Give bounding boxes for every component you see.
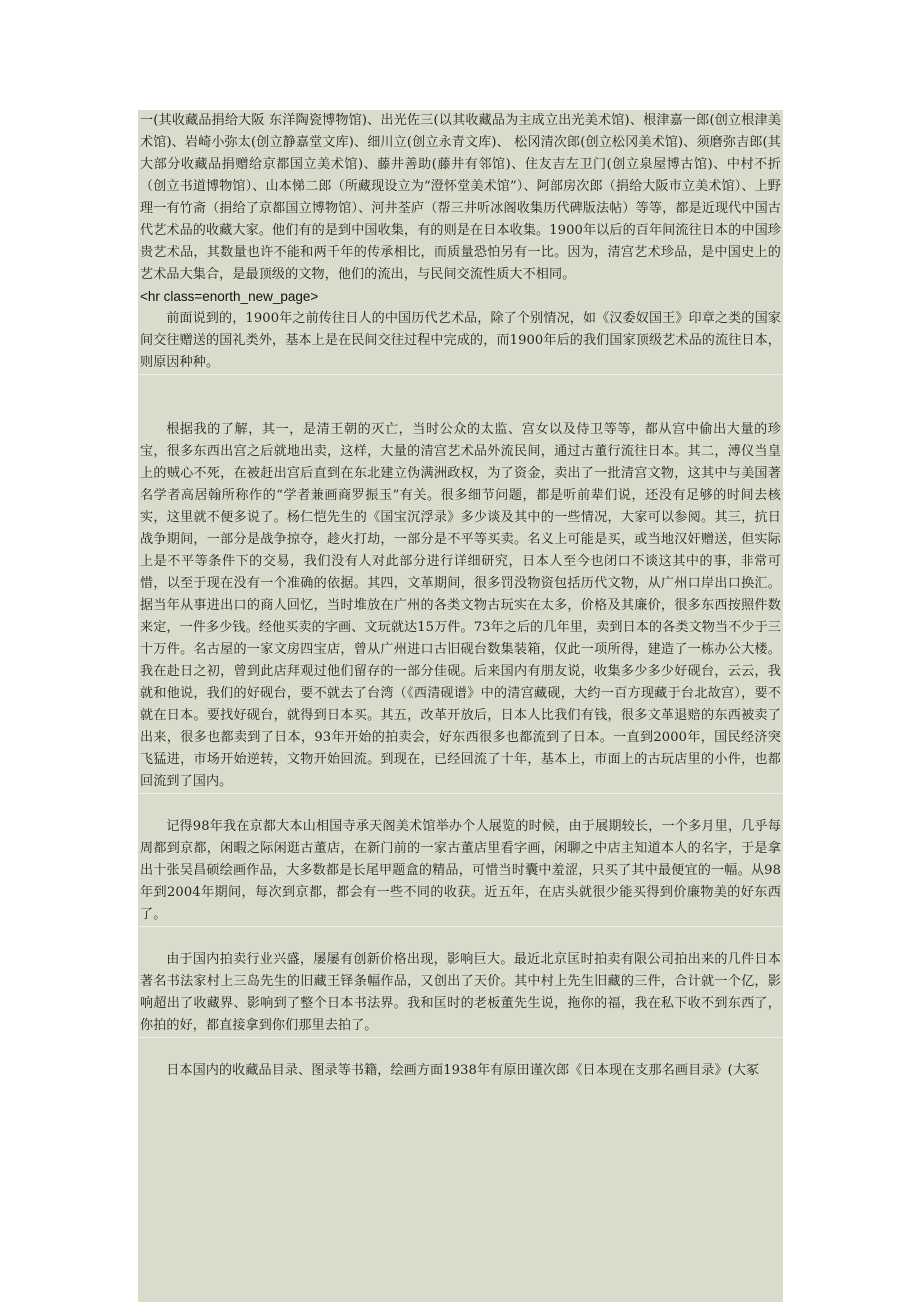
paragraph-auction: 由于国内拍卖行业兴盛，屡屡有创新价格出现，影响巨大。最近北京匡时拍卖有限公司拍出来的几件日本著名书法家村上三岛先生的旧藏王铎条幅作品，又创出了天价。其中村上先生旧藏的三件，合计就一个亿，影响超出了收藏界、影响到了整个日本书法界。我和匡时的老板董先生说，拖你的福，我在私下收不到东西了，你拍的好，都直接拿到你们那里去拍了。: [140, 952, 781, 1033]
paragraph-gap: [138, 793, 783, 816]
paragraph-gap: [138, 1037, 783, 1060]
paragraph-kyoto-memory: 记得98年我在京都大本山相国寺承天阁美术馆举办个人展览的时候，由于展期较长，一个多月里，几乎每周都到京都，闲暇之际闲逛古董店，在新门前的一家古董店里看字画，闲聊之中店主知道本人的名字，于是拿出十张吴昌硕绘画作品，大多数都是长尾甲题盒的精品，可惜当时囊中羞涩，只买了其中最便宜的一幅。从98年到2004年期间，每次到京都，都会有一些不同的收获。近五年，在店头就很少能买得到价廉物美的好东西了。: [140, 819, 781, 922]
document-page: [138, 110, 783, 1302]
paragraph-before-1900: 前面说到的，1900年之前传往日人的中国历代艺术品，除了个别情况，如《汉委奴国王》印章之类的国家间交往赠送的国礼类外，基本上是在民间交往过程中完成的，而1900年后的我们国家顶级艺术品的流往日本，则原因种种。: [140, 311, 781, 370]
paragraph-collectors: 一(其收藏品捐给大阪 东洋陶瓷博物馆)、出光佐三(以其收藏品为主成立出光美术馆)、根津嘉一郎(创立根津美术馆)、岩崎小弥太(创立静嘉堂文库)、细川立(创立永青文库)、 松冈清次郎(创立松冈美术馆)、须磨弥吉郎(其大部分收藏品捐赠给京都国立美术馆)、藤井善助(藤井有邻馆)、住友吉左卫门(创立泉屋博古馆)、中村不折（创立书道博物馆）、山本悌二郎（所藏现设立为“澄怀堂美术馆”）、阿部房次郎（捐给大阪市立美术馆）、上野理一有竹斋（捐给了京都国立博物馆）、河井荃庐（帮三井听冰阁收集历代碑版法帖）等等，都是近现代中国古代艺术品的收藏大家。他们有的是到中国收集，有的则是在日本收集。1900年以后的百年间流往日本的中国珍贵艺术品，其数量也许不能和两千年的传承相比，而质量恐怕另有一比。因为，清宫艺术珍品，是中国史上的艺术品大集合，是最顶级的文物，他们的流出，与民间交流性质大不相同。: [140, 113, 781, 282]
paragraph-catalogues: 日本国内的收藏品目录、图录等书籍，绘画方面1938年有原田谨次郎《日本现在支那名画目录》(大冢: [166, 1063, 760, 1078]
paragraph-reasons: 根据我的了解，其一，是清王朝的灭亡，当时公众的太监、宫女以及侍卫等等，都从宫中偷出大量的珍宝，很多东西出宫之后就地出卖，这样，大量的清宫艺术品外流民间，通过古董行流往日本。其二，溥仪当皇上的贼心不死，在被赶出宫后直到在东北建立伪满洲政权，为了资金，卖出了一批清宫文物，这其中与美国著名学者高居翰所称作的“学者兼画商罗振玉”有关。很多细节问题，都是听前辈们说，还没有足够的时间去核实，这里就不便多说了。杨仁恺先生的《国宝沉浮录》多少谈及其中的一些情况，大家可以参阅。其三，抗日战争期间，一部分是战争掠夺，趁火打劫，一部分是不平等买卖。名义上可能是买，或当地汉奸赠送，但实际上是不平等条件下的交易，我们没有人对此部分进行详细研究，日本人至今也闭口不谈这其中的事，非常可惜，以至于现在没有一个准确的依据。其四，文革期间，很多罚没物资包括历代文物，从广州口岸出口换汇。据当年从事进出口的商人回忆，当时堆放在广州的各类文物古玩实在太多，价格及其廉价，很多东西按照件数来定，一件多少钱。经他买卖的字画、文玩就达15万件。73年之后的几年里，卖到日本的各类文物当不少于三十万件。名古屋的一家文房四宝店，曾从广州进口古旧砚台数集装箱，仅此一项所得，建造了一栋办公大楼。我在赴日之初，曾到此店拜观过他们留存的一部分佳砚。后来国内有朋友说，收集多少多少好砚台，云云，我就和他说，我们的好砚台，要不就去了台湾（《西清砚谱》中的清宫藏砚，大约一百方现藏于台北故宫），要不就在日本。要找好砚台，就得到日本买。其五，改革开放后，日本人比我们有钱，很多文革退赔的东西被卖了出来，很多也都卖到了日本，93年开始的拍卖会，好东西很多也都流到了日本。一直到2000年，国民经济突飞猛进，市场开始逆转，文物开始回流。到现在，已经回流了十年，基本上，市面上的古玩店里的小件，也都回流到了国内。: [140, 422, 781, 789]
paragraph-gap: [138, 926, 783, 949]
paragraph-gap: [138, 374, 783, 397]
page-break-tag: <hr class=enorth_new_page>: [140, 289, 319, 304]
paragraph-gap: [138, 397, 783, 419]
